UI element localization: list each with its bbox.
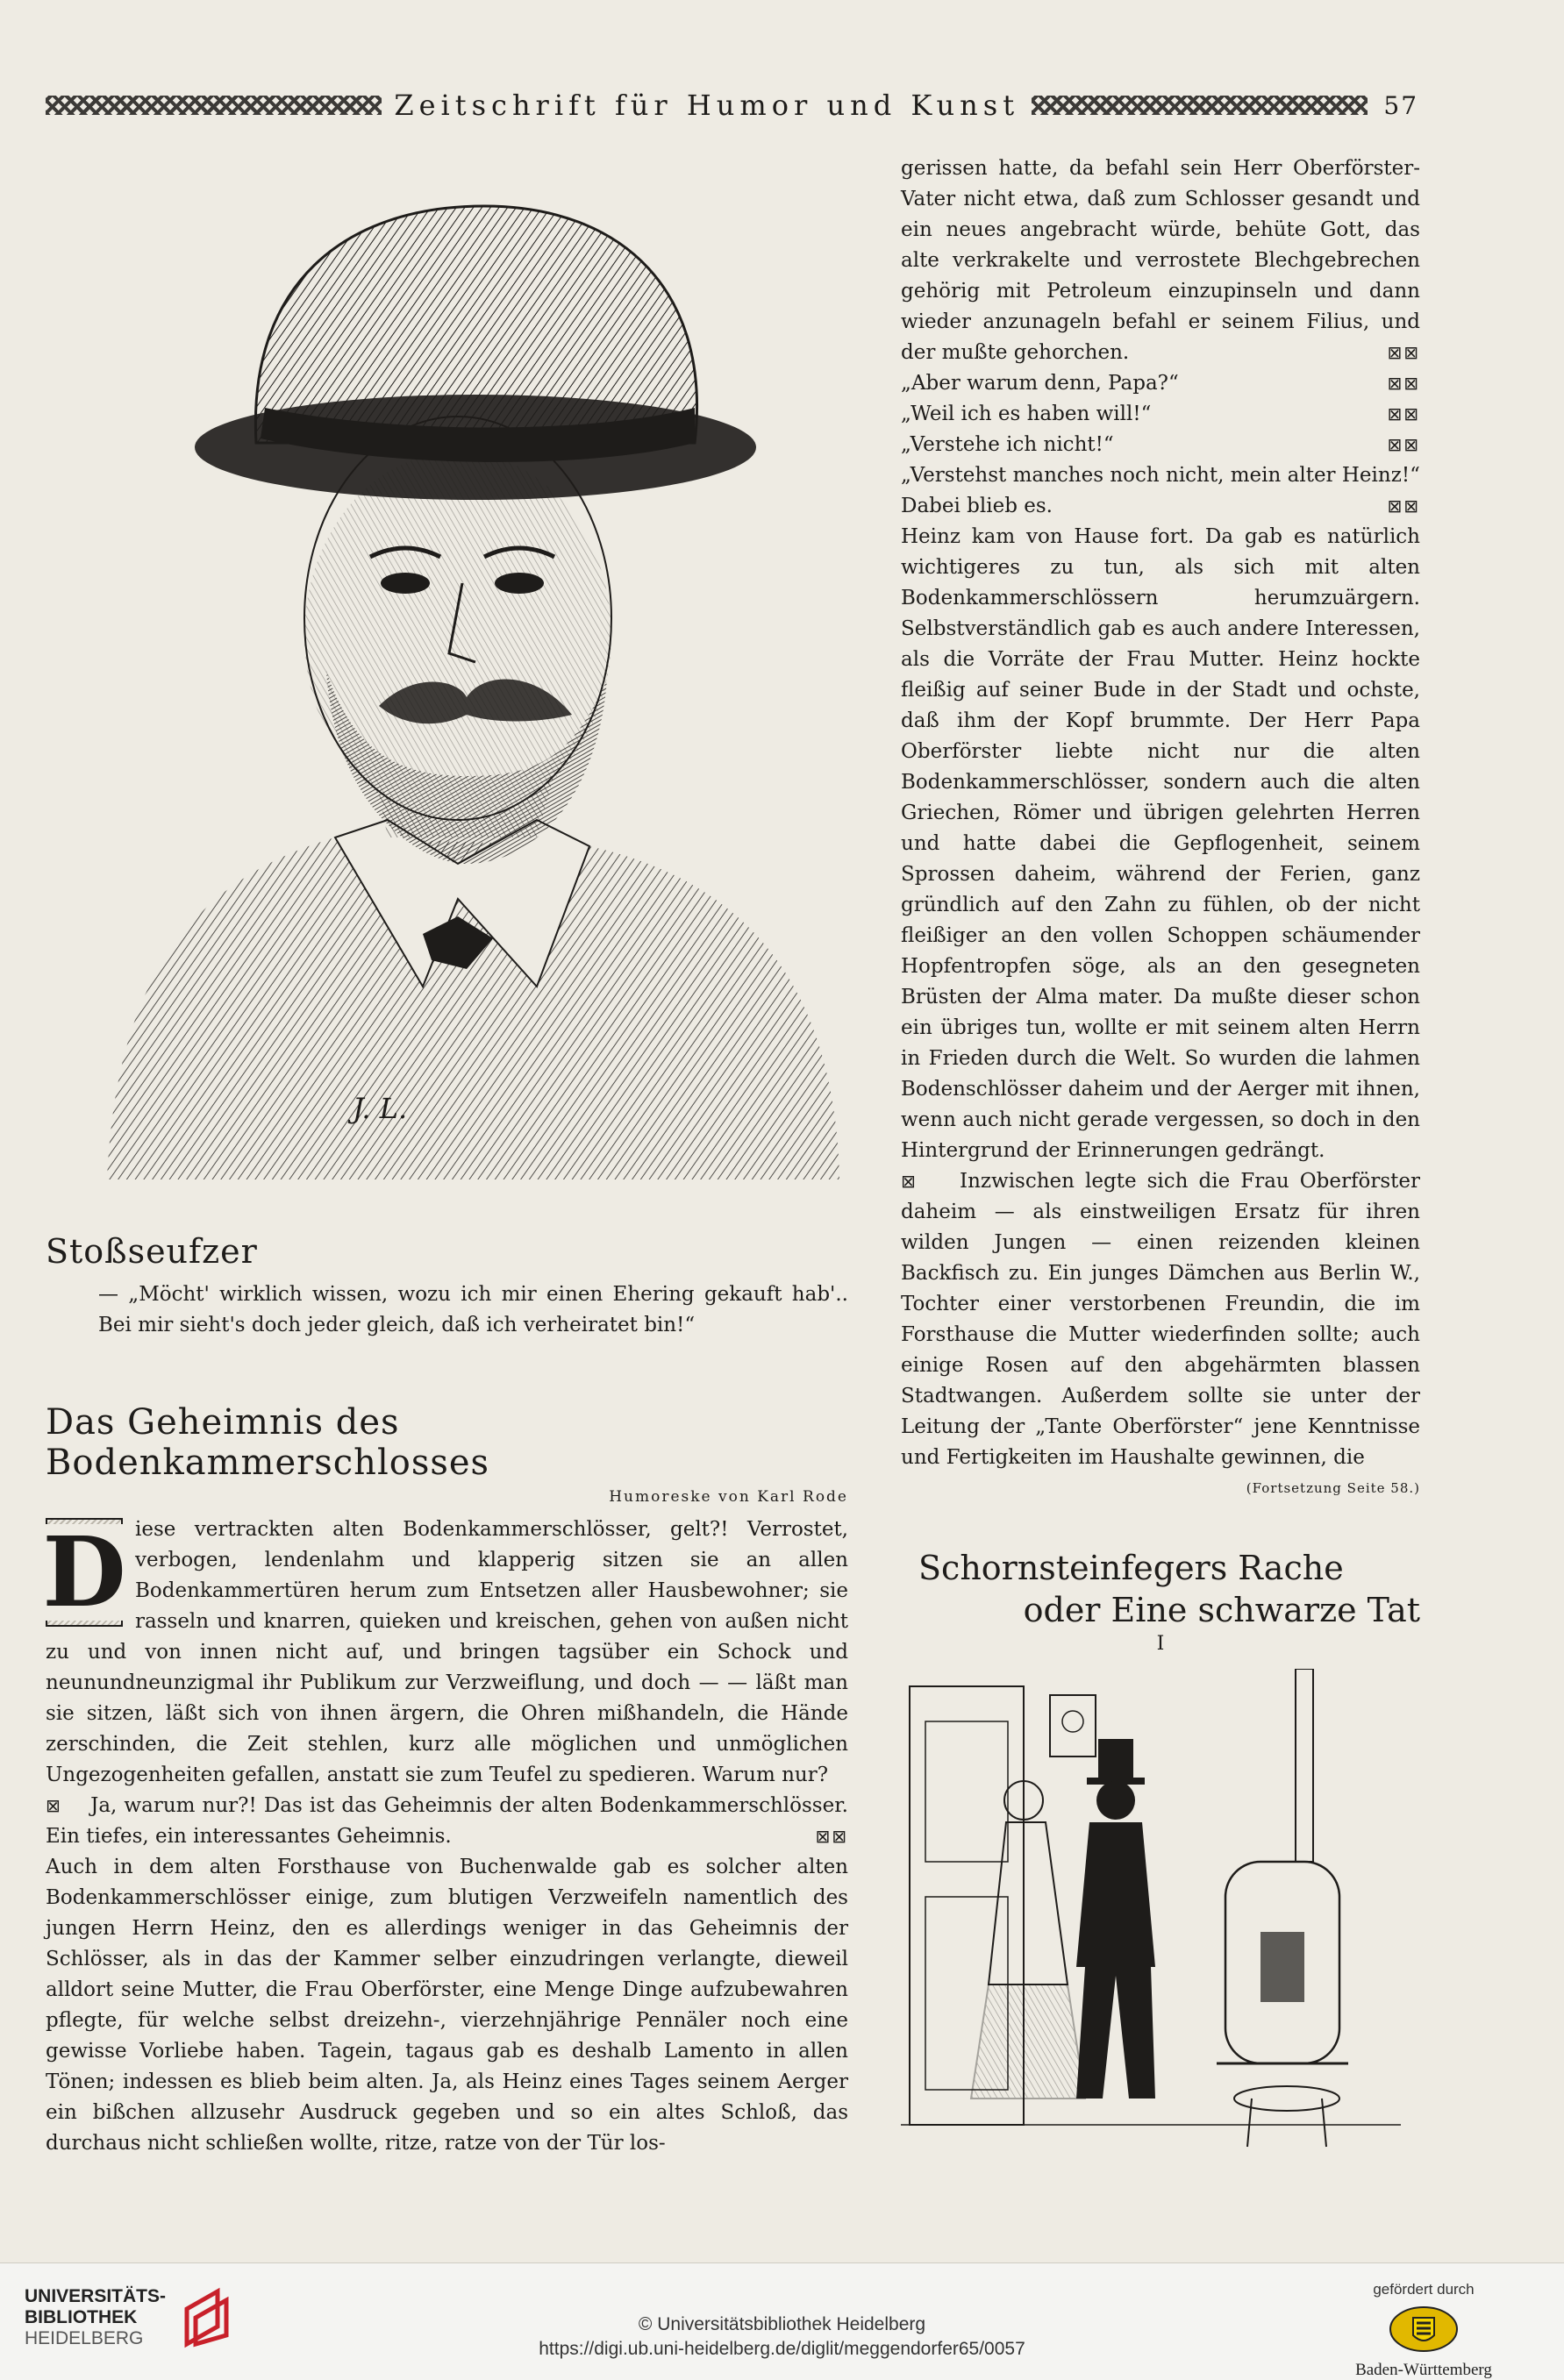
story-title: Das Geheimnis des Bodenkammerschlosses <box>46 1402 490 1483</box>
story-paragraph-4: gerissen hatte, da befahl sein Herr Oberförster-Vater nicht etwa, daß zum Schlosser gesandt und ein neues angebracht würde, behüte Gott, das alte verkrakelte und verrostete Blechgebrechen gehörig mit Petroleum einzupinseln und dann wieder anzunageln befahl er seinem Filius, und der mußte gehorchen. <box>901 157 1420 364</box>
story-byline: Humoreske von Karl Rode <box>609 1488 848 1506</box>
left-column <box>42 145 848 2159</box>
chimney-cartoon-illustration <box>901 1669 1401 2160</box>
end-mark-icon: ⊠⊠ <box>1387 434 1420 455</box>
end-mark-icon: ⊠⊠ <box>1387 342 1420 363</box>
story-paragraph-6: Inzwischen legte sich die Frau Oberförster daheim — als einstweiligen Ersatz für ihren wilden Jungen — einen reizenden kleinen Backfisch zu. Ein junges Dämchen aus Berlin W., Tochter einer verstorbenen Freundin, die im Forsthause die Mutter wiederfinden sollte; auch einige Rosen auf den abgehärmten blassen Stadtwangen. Außerdem sollte sie unter der Leitung der „Tante Oberförster“ jene Kenntnisse und Fertigkeiten im Haushalte gewinnen, die <box>901 1170 1420 1469</box>
portrait-drawing <box>46 145 848 1232</box>
story-paragraph-1: iese vertrackten alten Bodenkammerschlösser, gelt?! Verrostet, verbogen, lendenlahm und klapperig sitzen sie an allen Bodenkammertüren herum zum Entsetzen aller Hausbewohner; sie rasseln und knarren, quieken und kreischen, gehen von außen nicht zu und von innen nicht auf, und bringen tagsüber ein Schock und neunundneunzigmal ihr Publikum zur Verzweiflung, und doch — — läßt man sie sitzen, läßt sich von ihnen ärgern, die Ohren mißhandeln, die Hände zerschinden, die Zeit stehlen, kurz alle möglichen und unmöglichen Ungezogenheiten gefallen, anstatt sie zum Teufel zu spedieren. Warum nur? <box>46 1518 848 1786</box>
end-mark-icon: ⊠⊠ <box>815 1826 848 1847</box>
right-column <box>901 153 1420 2160</box>
dropcap-letter: D <box>37 1524 131 1621</box>
library-name-line-3: HEIDELBERG <box>25 2328 144 2348</box>
dialog-line-1: „Aber warum denn, Papa?“ <box>901 372 1179 395</box>
story-paragraph-2: Ja, warum nur?! Das ist das Geheimnis der alten Bodenkammerschlösser. Ein tiefes, ein interessantes Geheimnis. <box>46 1794 848 1848</box>
portrait-signature: J. L. <box>353 1092 408 1125</box>
header-ornament-right <box>1032 96 1368 115</box>
dialog-line-4: „Verstehst manches noch nicht, mein alter Heinz!“ <box>901 464 1420 487</box>
dialog-line-3: „Verstehe ich nicht!“ <box>901 433 1114 456</box>
portrait-illustration <box>46 145 848 1232</box>
state-seal-icon <box>1389 2305 1459 2353</box>
story-paragraph-5: Heinz kam von Hause fort. Da gab es natürlich wichtigeres zu tun, als sich mit alten Bodenkammerschlössern herumzuärgern. Selbstverständlich gab es auch andere Interessen, als die Vorräte der Frau Mutter. Heinz hockte fleißig auf seiner Bude in der Stadt und ochste, daß ihm der Kopf brummte. Der Herr Papa Oberförster liebte nicht nur die alten Bodenkammerschlösser, sondern auch die alten Griechen, Römer und übrigen gelehrten Herren und hatte dabei die Gepflogenheit, seinem Sprossen daheim, während der Ferien, ganz gründlich auf den Zahn zu fühlen, ob der nicht fleißiger an den vollen Schoppen schäumender Hopfentropfen söge, als an den gesegneten Brüsten der Alma mater. Da mußte dieser schon ein übriges tun, wollte er mit seinem alten Herrn in Frieden durch die Welt. So wurden die lahmen Bodenschlösser daheim und der Aerger mit ihnen, wenn auch nicht gerade vergessen, so doch in den Hintergrund der Erinnerungen gedrängt. <box>901 525 1420 1162</box>
stossseufzer-text: — „Möcht' wirklich wissen, wozu ich mir einen Ehering gekauft hab'.. Bei mir sieht's doch jeder gleich, daß ich verheiratet bin!“ <box>98 1283 848 1336</box>
end-mark-icon: ⊠⊠ <box>1387 373 1420 394</box>
cartoon-numeral: I <box>1156 1633 1165 1655</box>
header-title: Zeitschrift für Humor und Kunst <box>394 89 1020 122</box>
paragraph-mark-icon: ⊠ <box>901 1171 918 1192</box>
dropcap-initial <box>42 1515 126 1628</box>
continuation-note: (Fortsetzung Seite 58.) <box>1246 1480 1420 1496</box>
page-number: 57 <box>1383 90 1419 120</box>
end-mark-icon: ⊠⊠ <box>1387 495 1420 517</box>
end-mark-icon: ⊠⊠ <box>1387 403 1420 424</box>
dabei-line: Dabei blieb es. <box>901 495 1053 517</box>
story-paragraph-3: Auch in dem alten Forsthause von Buchenwalde gab es solcher alten Bodenkammerschlösser einige, zum blutigen Verzweifeln namentlich des jungen Herrn Heinz, den es allerdings weniger in das Geheimnis der Schlösser, als in das der Kammer selber einzudringen verlangte, dieweil alldort seine Mutter, die Frau Oberförster, eine Menge Dinge aufzubewahren pflegte, für welche selbst dreizehn-, vierzehnjährige Pennäler noch eine gewisse Vorliebe haben. Tagein, tagaus gab es deshalb Lamento in allen Tönen; indessen es blieb beim alten. Ja, als Heinz eines Tages seinem Aerger ein bißchen allzusehr Ausdruck gegeben und so ein altes Schloß, das durchaus nicht schließen wollte, ritze, ratze von der Tür los- <box>46 1856 848 2155</box>
story-body-left <box>42 1514 848 2159</box>
cartoon-drawing <box>901 1669 1401 2160</box>
sponsor-label: gefördert durch <box>1373 2281 1475 2298</box>
copyright-text: © Universitätsbibliothek Heidelberg <box>638 2314 926 2334</box>
story-body-right <box>901 153 1420 1473</box>
chimney-title-line-2: oder Eine schwarze Tat <box>1023 1591 1420 1629</box>
library-name-line-2: BIBLIOTHEK <box>25 2307 138 2327</box>
sponsor-name: Baden-Württemberg <box>1355 2361 1492 2379</box>
source-url-link[interactable]: https://digi.ub.uni-heidelberg.de/diglit/meggendorfer65/0057 <box>539 2339 1025 2359</box>
paragraph-mark-icon: ⊠ <box>46 1795 62 1816</box>
library-name-line-1: UNIVERSITÄTS- <box>25 2286 167 2306</box>
sponsor-block <box>1336 2281 1511 2380</box>
dialog-line-2: „Weil ich es haben will!“ <box>901 403 1152 425</box>
chimney-title-line-1: Schornsteinfegers Rache <box>918 1549 1344 1587</box>
running-header <box>46 83 1418 127</box>
section-title-stossseufzer: Stoßseufzer <box>46 1232 258 1271</box>
header-ornament-left <box>46 96 382 115</box>
viewer-footer <box>0 2262 1564 2380</box>
